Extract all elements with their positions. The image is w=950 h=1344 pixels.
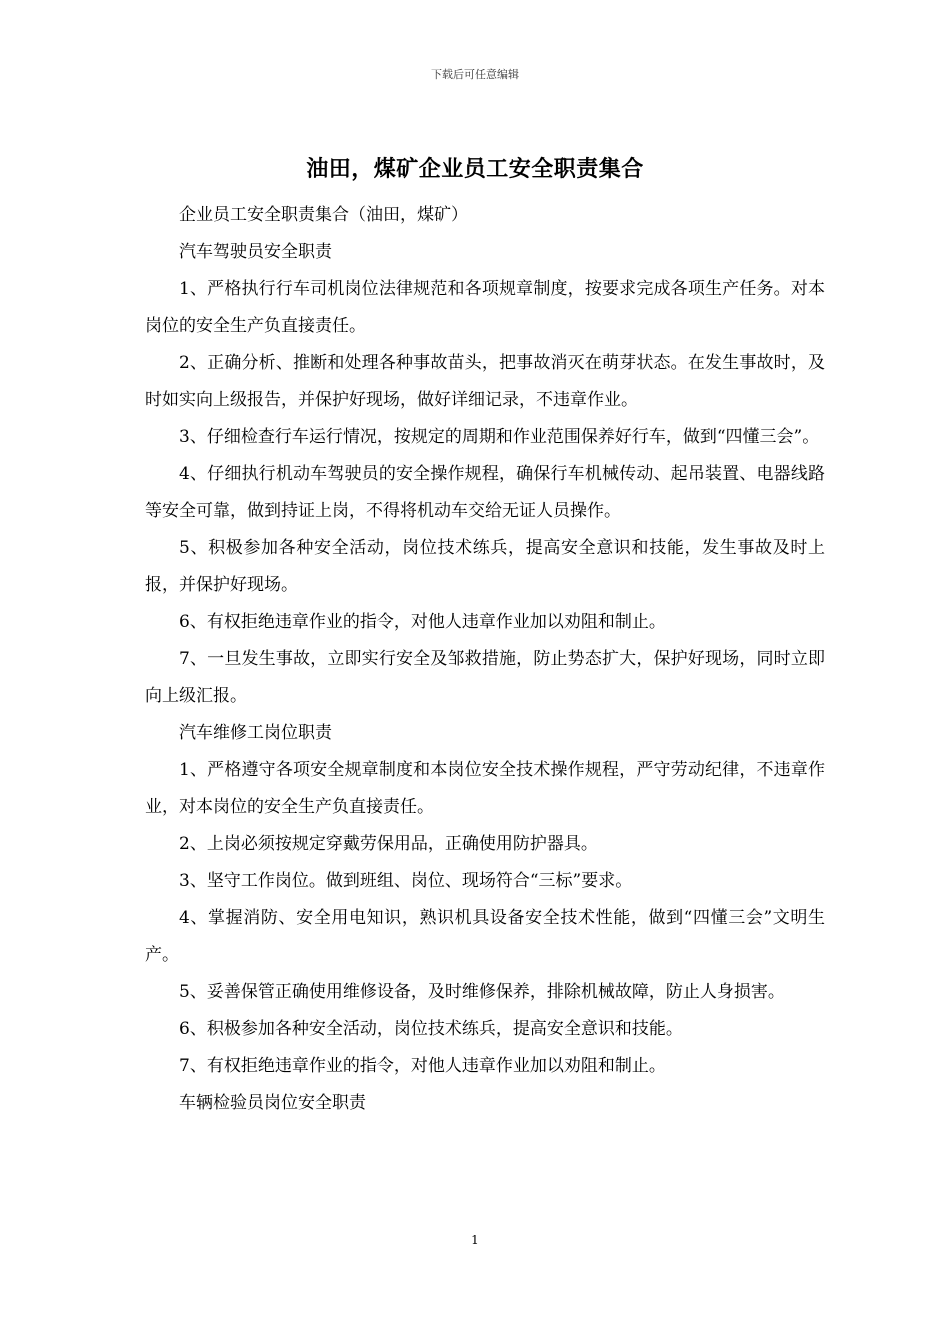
driver-duty-2: 2、正确分析、推断和处理各种事故苗头，把事故消灭在萌芽状态。在发生事故时，及时如实向上级报告，并保护好现场，做好详细记录，不违章作业。 <box>145 353 825 410</box>
driver-duty-4: 4、仔细执行机动车驾驶员的安全操作规程，确保行车机械传动、起吊装置、电器线路等安全可靠，做到持证上岗，不得将机动车交给无证人员操作。 <box>145 464 825 521</box>
mechanic-duty-7: 7、有权拒绝违章作业的指令，对他人违章作业加以劝阻和制止。 <box>179 1056 666 1076</box>
mechanic-duty-6: 6、积极参加各种安全活动，岗位技术练兵，提高安全意识和技能。 <box>179 1019 683 1039</box>
driver-duty-3: 3、仔细检查行车运行情况，按规定的周期和作业范围保养好行车，做到“四懂三会”。 <box>179 427 820 447</box>
section-heading-mechanic: 汽车维修工岗位职责 <box>179 723 332 743</box>
intro-line: 企业员工安全职责集合（油田，煤矿） <box>179 205 468 225</box>
mechanic-duty-2: 2、上岗必须按规定穿戴劳保用品，正确使用防护器具。 <box>179 834 598 854</box>
driver-duty-7: 7、一旦发生事故，立即实行安全及邹救措施，防止势态扩大，保护好现场，同时立即向上级汇报。 <box>145 649 825 706</box>
driver-duty-6: 6、有权拒绝违章作业的指令，对他人违章作业加以劝阻和制止。 <box>179 612 666 632</box>
section-heading-driver: 汽车驾驶员安全职责 <box>179 242 332 262</box>
download-note: 下载后可任意编辑 <box>431 68 519 81</box>
document-body <box>145 197 825 1122</box>
mechanic-duty-1: 1、严格遵守各项安全规章制度和本岗位安全技术操作规程，严守劳动纪律，不违章作业，对本岗位的安全生产负直接责任。 <box>145 760 825 817</box>
mechanic-duty-3: 3、坚守工作岗位。做到班组、岗位、现场符合“三标”要求。 <box>179 871 633 891</box>
document-title: 油田，煤矿企业员工安全职责集合 <box>306 156 644 182</box>
section-heading-inspector: 车辆检验员岗位安全职责 <box>179 1093 366 1113</box>
mechanic-duty-5: 5、妥善保管正确使用维修设备，及时维修保养，排除机械故障，防止人身损害。 <box>179 982 785 1002</box>
mechanic-duty-4: 4、掌握消防、安全用电知识，熟识机具设备安全技术性能，做到“四懂三会”文明生产。 <box>145 908 825 965</box>
page-number: 1 <box>471 1233 479 1247</box>
driver-duty-5: 5、积极参加各种安全活动，岗位技术练兵，提高安全意识和技能，发生事故及时上报，并保护好现场。 <box>145 538 825 595</box>
driver-duty-1: 1、严格执行行车司机岗位法律规范和各项规章制度，按要求完成各项生产任务。对本岗位的安全生产负直接责任。 <box>145 279 825 336</box>
